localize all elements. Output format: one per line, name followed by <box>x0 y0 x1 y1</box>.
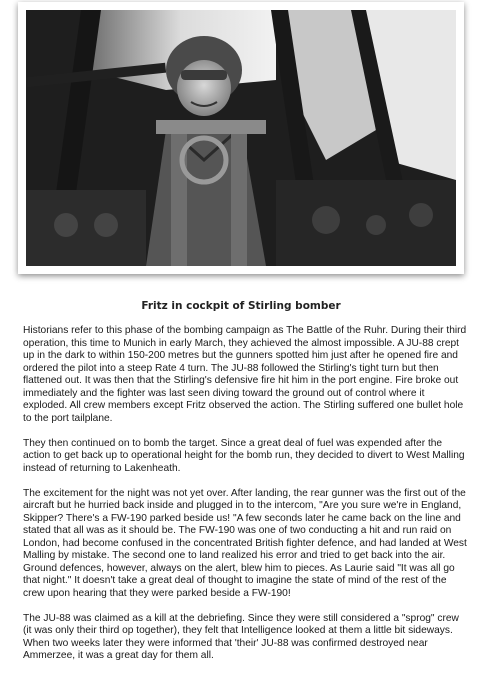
cockpit-photo <box>26 10 456 266</box>
paragraph-divert-west-malling: They then continued on to bomb the target. Since a great deal of fuel was expended after the action to get back up to operational height for the bomb run, they decided to divert to West Malling instead of returning to Lakenheath. <box>23 437 465 474</box>
paragraph-ju88-confirmed: The JU-88 was claimed as a kill at the debriefing. Since they were still considered a "sprog" crew (it was only their third op together), they felt that Intelligence looked at them a little bit sideways. When two weeks later they were informed that 'their' JU-88 was confirmed destroyed near Ammerzee, it was a great day for them all. <box>23 612 459 661</box>
cockpit-photo-illustration <box>26 10 456 266</box>
paragraph-fw190: The excitement for the night was not yet over. After landing, the rear gunner was the first out of the aircraft but he hurried back inside and plugged in to the intercom, "Are you sure we're in England, Skipper? There's a FW-190 parked beside us! "A few seconds later he came back on the line and stated that all was as it should be. The FW-190 was one of two conducting a hit and run raid on London, had become confused in the concentrated British fighter defence, and had landed at West Malling by mistake. The second one to land realized his error and tried to get back into the air. Ground defences, however, always on the alert, blew him to pieces. As Laurie said "It was all go that night." It doesn't take a great deal of thought to imagine the state of mind of the rest of the crew upon hearing that they were parked beside a FW-190! <box>23 487 467 599</box>
photo-caption: Fritz in cockpit of Stirling bomber <box>141 300 341 312</box>
article-body <box>23 325 468 675</box>
paragraph-battle-of-ruhr: Historians refer to this phase of the bombing campaign as The Battle of the Ruhr. During their third operation, this time to Munich in early March, they achieved the almost impossible. A JU-88 crept up in the dark to within 150-200 metres but the gunners spotted him just after he opened fire and ordered the pilot into a steep Rate 4 turn. The JU-88 followed the Stirling's tight turn but then flattened out. It was then that the Stirling's defensive fire hit him in the port engine. Fire broke out immediately and the fighter was last seen diving toward the ground out of control where it exploded. All crew members except Fritz observed the action. The Stirling suffered one bullet hole to the port tailplane. <box>23 325 467 424</box>
photo-frame <box>18 2 464 274</box>
